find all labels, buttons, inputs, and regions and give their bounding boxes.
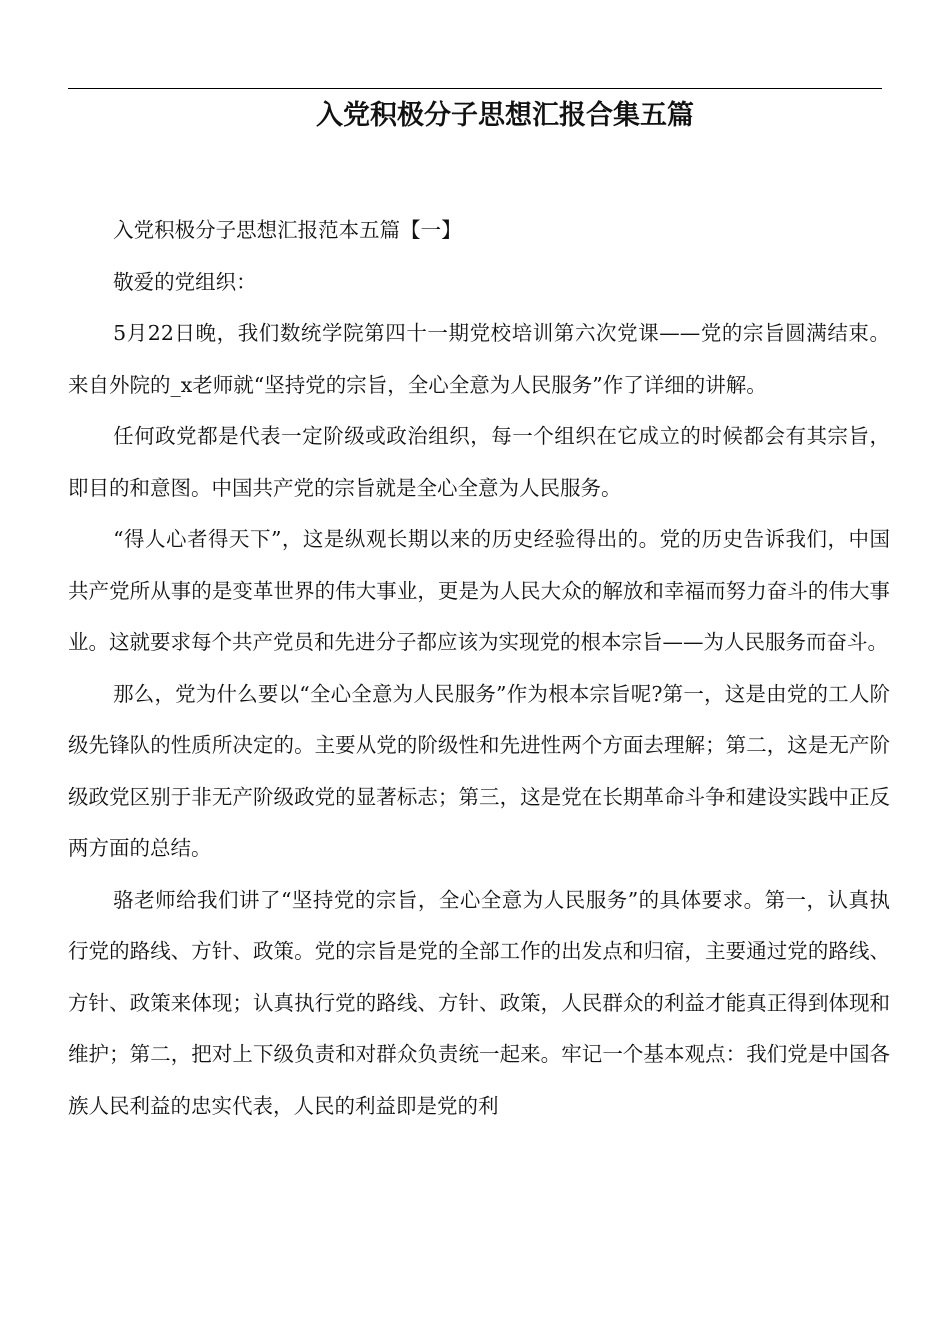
header-rule [68,88,882,89]
body-paragraph: 那么，党为什么要以“全心全意为人民服务”作为根本宗旨呢?第一，这是由党的工人阶级先锋队的性质所决定的。主要从党的阶级性和先进性两个方面去理解；第二，这是无产阶级政党区别于非无产阶级政党的显著标志；第三，这是党在长期革命斗争和建设实践中正反两方面的总结。 [68,681,890,860]
body-paragraph: “得人心者得天下”，这是纵观长期以来的历史经验得出的。党的历史告诉我们，中国共产党所从事的是变革世界的伟大事业，更是为人民大众的解放和幸福而努力奋斗的伟大事业。这就要求每个共产党员和先进分子都应该为实现党的根本宗旨——为人民服务而奋斗。 [68,527,890,654]
document-body [68,205,890,1132]
document-title: 入党积极分子思想汇报合集五篇 [316,100,694,131]
body-paragraph: 5月22日晚，我们数统学院第四十一期党校培训第六次党课——党的宗旨圆满结束。来自外院的_x老师就“坚持党的宗旨，全心全意为人民服务”作了详细的讲解。 [68,321,890,397]
salutation: 敬爱的党组织： [113,269,257,294]
body-paragraph: 任何政党都是代表一定阶级或政治组织，每一个组织在它成立的时候都会有其宗旨，即目的和意图。中国共产党的宗旨就是全心全意为人民服务。 [68,424,890,500]
section-heading: 入党积极分子思想汇报范本五篇【一】 [113,218,462,242]
body-paragraph: 骆老师给我们讲了“坚持党的宗旨，全心全意为人民服务”的具体要求。第一，认真执行党的路线、方针、政策。党的宗旨是党的全部工作的出发点和归宿，主要通过党的路线、方针、政策来体现；认真执行党的路线、方针、政策，人民群众的利益才能真正得到体现和维护；第二，把对上下级负责和对群众负责统一起来。牢记一个基本观点：我们党是中国各族人民利益的忠实代表，人民的利益即是党的利 [68,887,890,1118]
